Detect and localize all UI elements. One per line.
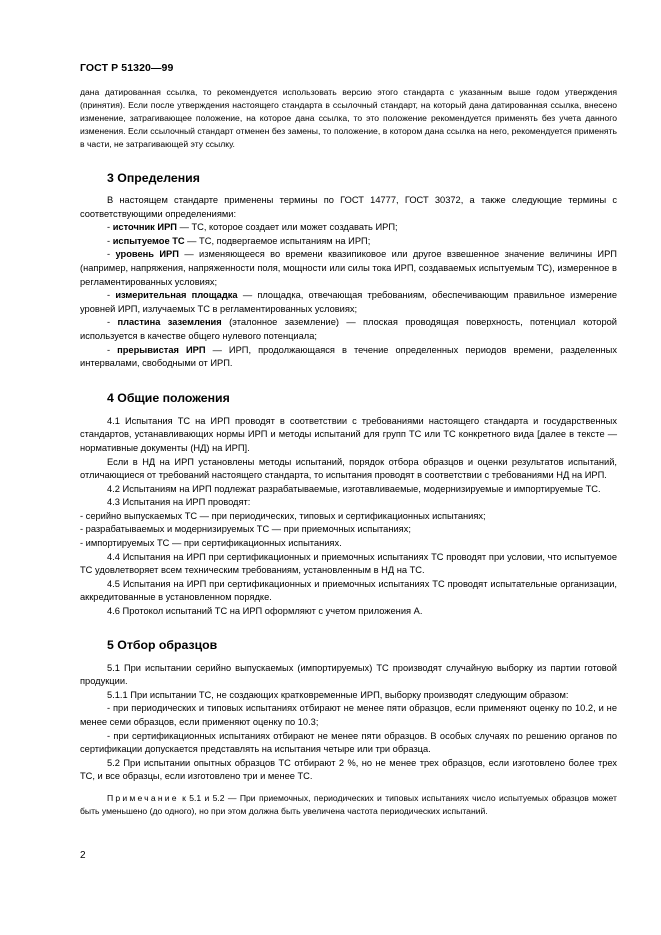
term-name: испытуемое ТС: [112, 235, 185, 246]
list-item: - разрабатываемых и модернизируемых ТС — при приемочных испытаниях;: [80, 524, 411, 535]
document-code: ГОСТ Р 51320—99: [80, 62, 174, 74]
page-number: 2: [80, 850, 86, 861]
term-name: пластина заземления: [117, 317, 222, 328]
section-4-title: 4 Общие положения: [107, 390, 230, 405]
note-label: Примечание: [107, 792, 179, 803]
paragraph: 4.6 Протокол испытаний ТС на ИРП оформляют с учетом приложения А.: [107, 606, 423, 617]
term-item: - пластина заземления (эталонное заземление) — плоская проводящая поверхность, потенциал которой используется в качестве общего нулевого потенциала;: [80, 317, 617, 341]
term-item: - испытуемое ТС — ТС, подвергаемое испытаниям на ИРП;: [107, 235, 371, 246]
term-definition: (эталонное заземление) — плоская проводящая поверхность, потенциал которой используется в качестве общего нулевого потенциала;: [80, 317, 617, 341]
term-item: - прерывистая ИРП — ИРП, продолжающаяся в течение определенных периодов времени, разделенных интервалами, свободными от ИРП.: [80, 344, 617, 369]
section-5-title: 5 Отбор образцов: [107, 637, 218, 652]
term-definition: — изменяющееся во времени квазипиковое или другое взвешенное значение величины ИРП (например, напряжения, напряженности поля, мощности или силы тока ИРП, создаваемых испытуемым ТС), измеренное в регламентированных условиях;: [80, 249, 617, 287]
note-text: к 5.1 и 5.2 — При приемочных, периодических и типовых испытаниях число испытуемых образцов может быть уменьшено (до одного), но при этом должна быть увеличена частота периодических испытаний.: [80, 792, 617, 816]
paragraph: 4.1 Испытания ТС на ИРП проводят в соответствии с требованиями настоящего стандарта и государственных стандартов, устанавливающих нормы ИРП и методы испытаний для групп ТС или ТС конкретного вида [далее в тексте — нормативные документы (НД) на ИРП].: [80, 415, 617, 453]
list-item: - импортируемых ТС — при сертификационных испытаниях.: [80, 538, 342, 549]
intro-paragraph: дана датированная ссылка, то рекомендуется использовать версию этого стандарта с указанным выше годом утверждения (принятия). Если после утверждения настоящего стандарта в ссылочный стандарт, на который дана датированная ссылка, внесено изменение, затрагивающее положение, на которое дана ссылка, то это положение рекомендуется применять без учета данного изменения. Если ссылочный стандарт отменен без замены, то положение, в котором дана ссылка на него, рекомендуется применять в части, не затрагивающей эту ссылку.: [80, 87, 617, 149]
paragraph: 5.1 При испытании серийно выпускаемых (импортируемых) ТС производят случайную выборку из партии готовой продукции.: [80, 662, 617, 687]
paragraph: Если в НД на ИРП установлены методы испытаний, порядок отбора образцов и оценки результатов испытаний, отличающиеся от требований настоящего стандарта, то испытания проводят в соответствии с требованиями НД на ИРП.: [80, 456, 617, 481]
term-name: уровень ИРП: [115, 249, 179, 260]
paragraph: 5.1.1 При испытании ТС, не создающих кратковременные ИРП, выборку производят следующим образом:: [107, 689, 569, 700]
term-definition: — ИРП, продолжающаяся в течение определенных периодов времени, разделенных интервалами, свободными от ИРП.: [80, 344, 617, 369]
note-paragraph: [80, 792, 617, 818]
paragraph: 4.3 Испытания на ИРП проводят:: [107, 497, 251, 508]
paragraph: 4.5 Испытания на ИРП при сертификационных и приемочных испытаниях ТС проводят испытательные организации, аккредитованные в установленном порядке.: [80, 578, 617, 603]
paragraph: 4.4 Испытания на ИРП при сертификационных и приемочных испытаниях ТС проводят при условии, что испытуемое ТС удовлетворяет всем техническим требованиям, установленным в НД на ТС.: [80, 551, 617, 576]
term-item: - уровень ИРП — изменяющееся во времени квазипиковое или другое взвешенное значение величины ИРП (например, напряжения, напряженности поля, мощности или силы тока ИРП, создаваемых испытуемым ТС), измеренное в регламентированных условиях;: [80, 249, 617, 287]
term-name: измерительная площадка: [115, 290, 238, 301]
term-item: - источник ИРП — ТС, которое создает или может создавать ИРП;: [107, 222, 398, 233]
list-item: - серийно выпускаемых ТС — при периодических, типовых и сертификационных испытаниях;: [80, 510, 486, 521]
term-definition: — ТС, которое создает или может создавать ИРП;: [176, 222, 398, 233]
paragraph: 4.2 Испытаниям на ИРП подлежат разрабатываемые, изготавливаемые, модернизируемые и импортируемые ТС.: [107, 483, 601, 494]
section-3-title: 3 Определения: [107, 171, 200, 185]
list-item: - при периодических и типовых испытаниях отбирают не менее пяти образцов, если применяют оценку по 10.2, и не менее семи образцов, если применяют оценку по 10.3;: [80, 703, 617, 727]
term-definition: — площадка, отвечающая требованиям, обеспечивающим правильное измерение уровней ИРП, излучаемых ТС в регламентированных условиях;: [80, 290, 618, 314]
section-3-intro: В настоящем стандарте применены термины по ГОСТ 14777, ГОСТ 30372, а также следующие термины с соответствующими определениями:: [80, 195, 617, 219]
term-item: - измерительная площадка — площадка, отвечающая требованиям, обеспечивающим правильное измерение уровней ИРП, излучаемых ТС в регламентированных условиях;: [80, 290, 618, 314]
list-item: - при сертификационных испытаниях отбирают не менее пяти образцов. В особых случаях по решению органов по сертификации допускается представлять на испытания четыре или три образца.: [80, 730, 617, 755]
paragraph: 5.2 При испытании опытных образцов ТС отбирают 2 %, но не менее трех образцов, если изготовлено более трех ТС, и все образцы, если изготовлено три и менее ТС.: [80, 757, 617, 782]
page-content: [80, 86, 617, 827]
term-definition: — ТС, подвергаемое испытаниям на ИРП;: [184, 235, 371, 246]
term-name: источник ИРП: [112, 222, 177, 233]
term-name: прерывистая ИРП: [117, 344, 206, 355]
